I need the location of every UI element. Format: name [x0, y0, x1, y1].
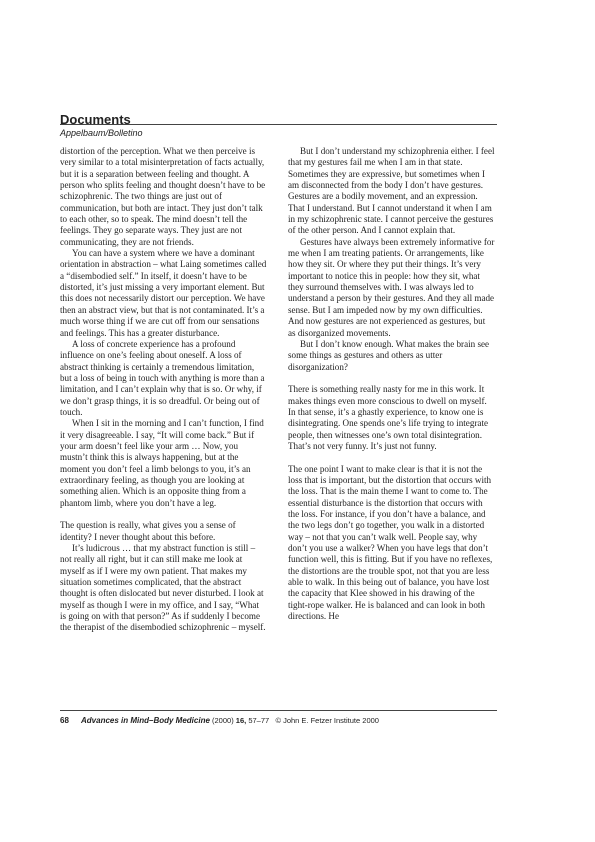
page-number: 68	[60, 716, 69, 725]
header-rule	[60, 124, 497, 125]
paragraph: When I sit in the morning and I can’t function, I find it very disagreeable. I say, “It will come back.” But if your arm doesn’t feel like your arm … Now, you mustn’t think this is always happening, but at the moment you don’t feel a limb belongs to you, it’s an extraordinary feeling, as though you are looking at something alien. Which is an opposite thing from a phantom limb, where you don’t have a leg.	[60, 418, 264, 508]
journal-volume: 16,	[235, 716, 247, 725]
copyright: © John E. Fetzer Institute 2000	[275, 716, 379, 725]
running-head-authors: Appelbaum/Bolletino	[60, 128, 143, 138]
journal-pages: 57–77	[248, 716, 270, 725]
paragraph: The question is really, what gives you a sense of identity? I never thought about this before.	[60, 520, 236, 542]
paragraph: But I don’t know enough. What makes the brain see some things as gestures and others as utter disorganization?	[288, 338, 490, 372]
left-column	[60, 146, 267, 634]
page-footer	[60, 716, 379, 725]
paragraph: Gestures have always been extremely informative for me when I am treating patients. Or arrangements, like how they sit. Or where they put their things. It’s very important to notice this in people: how they sit, what they surround themselves with. I was always led to understand a person by their gestures. And they all made sense. But I am impeded now by my own difficulties. And now gestures are not experienced as gestures, but as disorganized movements.	[288, 236, 495, 338]
paragraph: The one point I want to make clear is that it is not the loss that is important, but the distortion that occurs with the loss. That is the main theme I want to come to. The essential disturbance is the distortion that occurs with the loss. For instance, if you don’t have a balance, and the two legs don’t go together, you walk in a distorted way – not that you can’t walk well. People say, why don’t you use a walker? When you have legs that don’t function well, this is fitting. But if you have no reflexes, the distortions are the trouble spot, not that you are less able to walk. In this being out of balance, you have lost the capacity that Klee showed in his drawing of the tight-rope walker. He is balanced and can look in both directions. He	[288, 463, 493, 622]
footer-rule	[60, 710, 497, 711]
right-column	[288, 146, 495, 622]
paragraph: distortion of the perception. What we then perceive is very similar to a total misinterpretation of facts actually, but it is a separation between feeling and thought. A person who splits feeling and thought doesn’t have to be schizophrenic. The two things are just out of communication, but both are intact. They just don’t talk to each other, so to speak. The mind doesn’t tell the feelings. They go separate ways. They just are not communicating, they are not friends.	[60, 146, 266, 247]
paragraph: A loss of concrete experience has a profound influence on one’s feeling about oneself. A loss of abstract thinking is certainly a tremendous limitation, but a loss of being in touch with anything is more than a limitation, and I can’t explain why that is so. Or why, if we don’t grasp things, it is so dreadful. Or being out of touch.	[60, 338, 265, 417]
paragraph: But I don’t understand my schizophrenia either. I feel that my gestures fail me when I am in that state. Sometimes they are expressive, but sometimes when I am disconnected from the body I don’t have gestures. Gestures are a bodily movement, and an expression. That I understand. But I cannot understand it when I am in my schizophrenic state. I cannot perceive the gestures of the other person. And I cannot explain that.	[288, 146, 495, 236]
paragraph: There is something really nasty for me in this work. It makes things even more conscious to dwell on myself. In that sense, it’s a ghastly experience, to know one is disintegrating. One spends one’s life trying to integrate people, then witnesses one’s own total disintegration. That’s not very funny. It’s just not funny.	[288, 384, 489, 451]
journal-title: Advances in Mind–Body Medicine	[81, 716, 210, 725]
paragraph: You can have a system where we have a dominant orientation in abstraction – what Laing sometimes called a “disembodied self.” In itself, it doesn’t have to be distorted, it’s just missing a very important element. But this does not necessarily distort our perception. We have then an abstract view, but that is not contaminated. It’s a much worse thing if we are cut off from our sensations and feelings. This has a greater disturbance.	[60, 248, 267, 338]
section-title: Documents	[60, 112, 131, 127]
journal-year: (2000)	[212, 716, 234, 725]
paragraph: It’s ludicrous … that my abstract function is still – not really all right, but it can still make me look at myself as if I were my own patient. That makes my situation sometimes complicated, that the abstract thought is often dislocated but never disturbed. I look at myself as though I were in my office, and I say, “What is going on with that person?” As if suddenly I become the therapist of the disembodied schizophrenic – myself.	[60, 543, 266, 633]
